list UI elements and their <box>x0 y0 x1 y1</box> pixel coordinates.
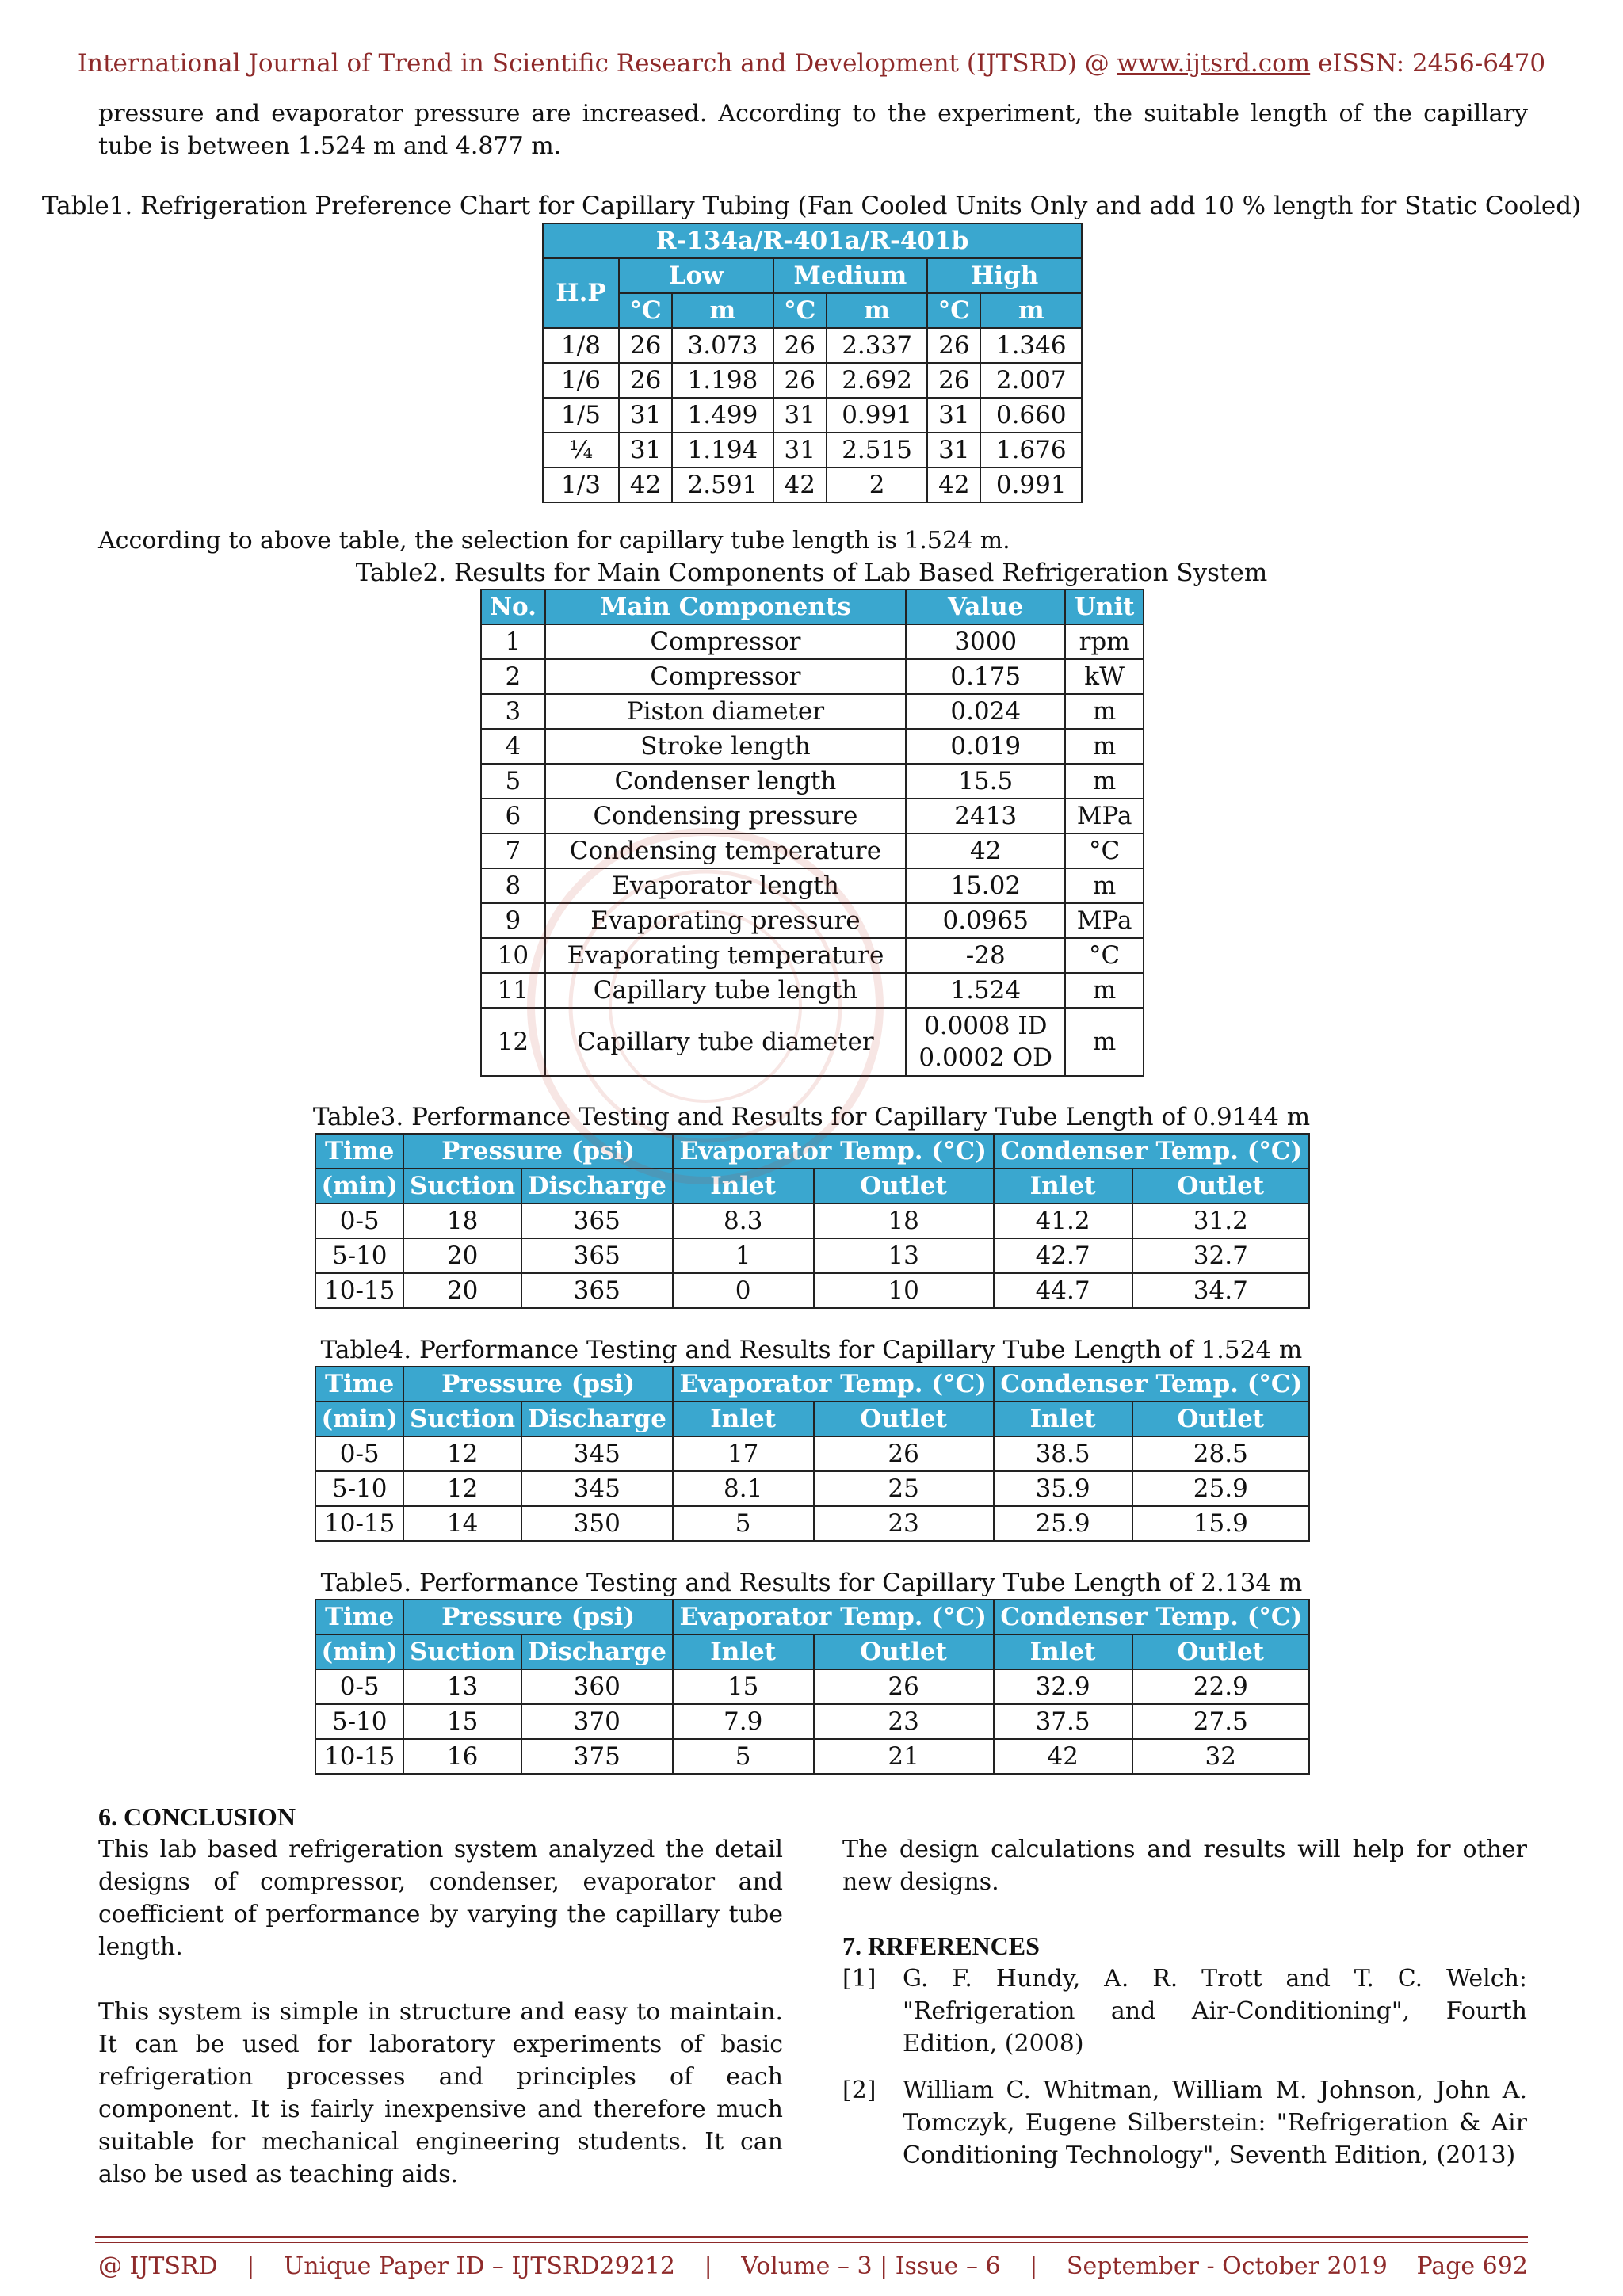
table2-column-header: Value <box>906 589 1065 624</box>
table-subheader: Outlet <box>814 1634 994 1669</box>
evaporator-temp-header: Evaporator Temp. (°C) <box>673 1367 994 1402</box>
table-cell: 18 <box>814 1203 994 1238</box>
journal-seal-watermark <box>507 824 903 1347</box>
table-row <box>543 467 1082 502</box>
table-cell: rpm <box>1065 624 1144 659</box>
table-cell: 4 <box>481 729 545 764</box>
conclusion-paragraph-3: The design calculations and results will help for other new designs. <box>842 1836 1527 1896</box>
table-cell: kW <box>1065 659 1144 694</box>
table-row <box>543 363 1082 398</box>
table5 <box>315 1599 1310 1775</box>
table-cell: 13 <box>403 1669 521 1704</box>
table-cell: 31 <box>927 398 980 433</box>
table-cell: ¼ <box>543 433 619 467</box>
table-cell: 16 <box>403 1739 521 1774</box>
table-cell: 23 <box>814 1704 994 1739</box>
table1 <box>542 223 1083 503</box>
table-cell: Piston diameter <box>545 694 907 729</box>
table-cell: 37.5 <box>994 1704 1132 1739</box>
table-row <box>481 694 1144 729</box>
table-cell: MPa <box>1065 903 1144 938</box>
evaporator-temp-header: Evaporator Temp. (°C) <box>673 1134 994 1169</box>
table-cell: 31 <box>619 433 672 467</box>
references-heading: 7. RRFERENCES <box>842 1932 1040 1960</box>
table1-group-medium: Medium <box>773 258 928 293</box>
table4-caption: Table4. Performance Testing and Results for Capillary Tube Length of 1.524 m <box>320 1336 1303 1364</box>
table-cell: 15 <box>673 1669 814 1704</box>
table-cell: 360 <box>521 1669 673 1704</box>
table-cell: 23 <box>814 1506 994 1541</box>
table-cell: 2.591 <box>672 467 773 502</box>
table-cell: m <box>1065 973 1144 1008</box>
table-cell: 11 <box>481 973 545 1008</box>
time-header: Time <box>315 1600 403 1634</box>
references-list <box>842 1962 1527 2186</box>
table-cell: 42 <box>619 467 672 502</box>
table-cell: 42.7 <box>994 1238 1132 1273</box>
table-header-row <box>315 1600 1309 1634</box>
reference-number: [1] <box>842 1965 876 1993</box>
table-subheader: Discharge <box>521 1402 673 1436</box>
table1-group-high: High <box>927 258 1082 293</box>
table1-hp-header: H.P <box>543 258 619 328</box>
table-cell: 32.9 <box>994 1669 1132 1704</box>
table-cell: 1.499 <box>672 398 773 433</box>
table-cell: 31 <box>773 398 827 433</box>
pressure-header: Pressure (psi) <box>403 1367 672 1402</box>
table-cell: 34.7 <box>1132 1273 1309 1308</box>
table-cell: 8.1 <box>673 1471 814 1506</box>
table-cell: 31 <box>619 398 672 433</box>
table-row <box>543 328 1082 363</box>
footer-journal: @ IJTSRD <box>98 2252 218 2280</box>
table-cell: 0-5 <box>315 1669 403 1704</box>
conclusion-paragraph-2: This system is simple in structure and easy to maintain. It can be used for laboratory experiments of basic refrigeration processes and principles of each component. It is fairly inexpensive and therefore much suitable for mechanical engineering students. It can also be used as teaching aids. <box>98 1998 783 2188</box>
table-cell: Compressor <box>545 659 907 694</box>
table1-caption: Table1. Refrigeration Preference Chart for Capillary Tubing (Fan Cooled Units Only and add 10 % length for Static Cooled) <box>41 192 1582 220</box>
table-cell: 1 <box>673 1238 814 1273</box>
table-cell: 365 <box>521 1203 673 1238</box>
table-cell: 6 <box>481 799 545 833</box>
table-cell: 3 <box>481 694 545 729</box>
table-cell: 5 <box>481 764 545 799</box>
table-cell: 1.194 <box>672 433 773 467</box>
table1-note: According to above table, the selection for capillary tube length is 1.524 m. <box>98 527 1010 555</box>
footer-sep: | <box>246 2252 255 2280</box>
table-cell: 2413 <box>906 799 1065 833</box>
table-cell: 15.5 <box>906 764 1065 799</box>
table-cell: 2.515 <box>827 433 927 467</box>
table-subheader: Suction <box>403 1402 521 1436</box>
reference-item <box>842 2074 1527 2172</box>
table-cell: -28 <box>906 938 1065 973</box>
table-cell: 10-15 <box>315 1506 403 1541</box>
table-cell: 17 <box>673 1436 814 1471</box>
table1-group-low: Low <box>619 258 773 293</box>
table-cell: 1.676 <box>980 433 1082 467</box>
table1-unit-header: m <box>672 293 773 328</box>
table-cell: 10 <box>481 938 545 973</box>
intro-paragraph: pressure and evaporator pressure are increased. According to the experiment, the suitable length of the capillary tube is between 1.524 m and 4.877 m. <box>98 100 1528 160</box>
reference-text: William C. Whitman, William M. Johnson, John A. Tomczyk, Eugene Silberstein: "Refrigeration & Air Conditioning Technology", Seventh Edition, (2013) <box>903 2077 1527 2169</box>
conclusion-heading: 6. CONCLUSION <box>98 1802 296 1831</box>
time-header: Time <box>315 1367 403 1402</box>
table-cell: 15.02 <box>906 868 1065 903</box>
table-subheader: Inlet <box>673 1634 814 1669</box>
pressure-header: Pressure (psi) <box>403 1600 672 1634</box>
table-subheader: Inlet <box>673 1169 814 1203</box>
table-cell: 12 <box>403 1436 521 1471</box>
table-cell: 8 <box>481 868 545 903</box>
table-row <box>543 433 1082 467</box>
table-cell: 44.7 <box>994 1273 1132 1308</box>
table-cell: 5 <box>673 1506 814 1541</box>
table-cell: Capillary tube length <box>545 973 907 1008</box>
table-cell: 345 <box>521 1436 673 1471</box>
table-cell: 27.5 <box>1132 1704 1309 1739</box>
table4 <box>315 1366 1310 1542</box>
table1-unit-header: °C <box>773 293 827 328</box>
table1-unit-header: °C <box>927 293 980 328</box>
table-cell: 1/5 <box>543 398 619 433</box>
table-row <box>315 1739 1309 1774</box>
table-cell: 370 <box>521 1704 673 1739</box>
table-subheader-row <box>315 1634 1309 1669</box>
table-cell: 0-5 <box>315 1436 403 1471</box>
table-row <box>481 764 1144 799</box>
table-cell: 5-10 <box>315 1704 403 1739</box>
diameter-id-value: 0.0008 ID <box>924 1012 1048 1040</box>
table-cell: 26 <box>814 1669 994 1704</box>
table-row <box>315 1669 1309 1704</box>
table-cell: 1 <box>481 624 545 659</box>
table-cell: 12 <box>403 1471 521 1506</box>
table-cell: Condenser length <box>545 764 907 799</box>
table-row <box>543 398 1082 433</box>
footer-rule <box>95 2236 1528 2238</box>
table-cell: 350 <box>521 1506 673 1541</box>
condenser-temp-header: Condenser Temp. (°C) <box>994 1600 1309 1634</box>
table-row <box>315 1436 1309 1471</box>
table-cell: 26 <box>619 363 672 398</box>
table-cell: Evaporator length <box>545 868 907 903</box>
table-cell: 32.7 <box>1132 1238 1309 1273</box>
table-cell: 21 <box>814 1739 994 1774</box>
table-cell: 20 <box>403 1238 521 1273</box>
table-cell: 0.024 <box>906 694 1065 729</box>
table-cell: 345 <box>521 1471 673 1506</box>
reference-number: [2] <box>842 2077 876 2104</box>
table-cell: Evaporating pressure <box>545 903 907 938</box>
table-cell: m <box>1065 729 1144 764</box>
table3-caption: Table3. Performance Testing and Results for Capillary Tube Length of 0.9144 m <box>312 1103 1311 1131</box>
table-cell: 22.9 <box>1132 1669 1309 1704</box>
table-cell: 0.991 <box>980 467 1082 502</box>
table-row <box>481 659 1144 694</box>
table2-column-header: Main Components <box>545 589 907 624</box>
page-footer <box>98 2250 1528 2283</box>
table-cell: 9 <box>481 903 545 938</box>
footer-page-number: Page 692 <box>1416 2252 1528 2280</box>
table-cell: 42 <box>906 833 1065 868</box>
table-subheader: Inlet <box>994 1169 1132 1203</box>
table-cell: 26 <box>927 328 980 363</box>
conclusion-right-column <box>842 1833 1527 1931</box>
header-text: International Journal of Trend in Scientific Research and Development (IJTSRD) @ <box>77 49 1117 78</box>
table-cell: 26 <box>773 363 827 398</box>
table-row <box>315 1471 1309 1506</box>
table-subheader: Outlet <box>1132 1634 1309 1669</box>
table-cell: 10-15 <box>315 1273 403 1308</box>
table-cell: Compressor <box>545 624 907 659</box>
table-cell: 2 <box>827 467 927 502</box>
table2-column-header: No. <box>481 589 545 624</box>
table-row <box>481 624 1144 659</box>
table-cell: 0.660 <box>980 398 1082 433</box>
table-cell: °C <box>1065 833 1144 868</box>
table-cell: 15 <box>403 1704 521 1739</box>
table-row <box>481 729 1144 764</box>
conclusion-paragraph-1: This lab based refrigeration system analyzed the detail designs of compressor, condenser, evaporator and coefficient of performance by varying the capillary tube length. <box>98 1836 783 1961</box>
table-cell: 13 <box>814 1238 994 1273</box>
table-cell: 42 <box>994 1739 1132 1774</box>
table-cell: Condensing pressure <box>545 799 907 833</box>
table-subheader: Outlet <box>1132 1402 1309 1436</box>
table-cell: 0-5 <box>315 1203 403 1238</box>
table-cell: 25 <box>814 1471 994 1506</box>
table-subheader: Inlet <box>994 1402 1132 1436</box>
table-subheader: Discharge <box>521 1169 673 1203</box>
reference-item <box>842 1962 1527 2060</box>
table-cell: 0.0965 <box>906 903 1065 938</box>
table-row <box>315 1506 1309 1541</box>
table-subheader: Inlet <box>673 1402 814 1436</box>
footer-paper-id: Unique Paper ID – IJTSRD29212 <box>283 2252 675 2280</box>
condenser-temp-header: Condenser Temp. (°C) <box>994 1367 1309 1402</box>
table-cell: 1.198 <box>672 363 773 398</box>
table-subheader-row <box>315 1402 1309 1436</box>
table-cell: 0.991 <box>827 398 927 433</box>
table-cell: 0.019 <box>906 729 1065 764</box>
table-cell: 42 <box>773 467 827 502</box>
footer-sep: | <box>1029 2252 1038 2280</box>
time-unit-header: (min) <box>315 1169 403 1203</box>
table-cell: m <box>1065 1008 1144 1076</box>
table-subheader: Suction <box>403 1634 521 1669</box>
table-cell: 7 <box>481 833 545 868</box>
table-cell: Capillary tube diameter <box>545 1008 907 1076</box>
table-cell: 28.5 <box>1132 1436 1309 1471</box>
table2-column-header: Unit <box>1065 589 1144 624</box>
table-subheader: Outlet <box>1132 1169 1309 1203</box>
running-header <box>0 48 1623 80</box>
table1-unit-header: °C <box>619 293 672 328</box>
table-subheader: Suction <box>403 1169 521 1203</box>
table-header-row <box>315 1367 1309 1402</box>
table-subheader: Outlet <box>814 1169 994 1203</box>
table-cell: 26 <box>927 363 980 398</box>
table-cell: 14 <box>403 1506 521 1541</box>
diameter-od-value: 0.0002 OD <box>918 1043 1053 1072</box>
table-cell: 41.2 <box>994 1203 1132 1238</box>
table-subheader: Inlet <box>994 1634 1132 1669</box>
table-cell: 2.692 <box>827 363 927 398</box>
table-cell: 0 <box>673 1273 814 1308</box>
table-cell: 2.337 <box>827 328 927 363</box>
table-cell: 10 <box>814 1273 994 1308</box>
journal-link[interactable]: www.ijtsrd.com <box>1117 49 1311 78</box>
footer-date: September - October 2019 <box>1066 2252 1388 2280</box>
table-cell <box>906 1008 1065 1076</box>
table-cell: 32 <box>1132 1739 1309 1774</box>
table-cell: 0.175 <box>906 659 1065 694</box>
table-cell: Condensing temperature <box>545 833 907 868</box>
table-cell: 2.007 <box>980 363 1082 398</box>
table1-unit-header: m <box>827 293 927 328</box>
footer-rule-thin <box>95 2242 1528 2243</box>
reference-text: G. F. Hundy, A. R. Trott and T. C. Welch: "Refrigeration and Air-Conditioning", Fourth Edition, (2008) <box>903 1965 1527 2058</box>
table-cell: 5-10 <box>315 1238 403 1273</box>
table-cell: 1.346 <box>980 328 1082 363</box>
table-cell: 1/6 <box>543 363 619 398</box>
table-cell: 38.5 <box>994 1436 1132 1471</box>
evaporator-temp-header: Evaporator Temp. (°C) <box>673 1600 994 1634</box>
table-cell: m <box>1065 694 1144 729</box>
table-cell: 31.2 <box>1132 1203 1309 1238</box>
table-cell: m <box>1065 764 1144 799</box>
condenser-temp-header: Condenser Temp. (°C) <box>994 1134 1309 1169</box>
table-cell: 375 <box>521 1739 673 1774</box>
table-cell: 1.524 <box>906 973 1065 1008</box>
table-cell: Stroke length <box>545 729 907 764</box>
time-unit-header: (min) <box>315 1402 403 1436</box>
table-cell: 35.9 <box>994 1471 1132 1506</box>
table-subheader: Outlet <box>814 1402 994 1436</box>
footer-volume: Volume – 3 | Issue – 6 <box>741 2252 1001 2280</box>
table-cell: 12 <box>481 1008 545 1076</box>
table-cell: 18 <box>403 1203 521 1238</box>
table-row <box>315 1704 1309 1739</box>
table-cell: 3.073 <box>672 328 773 363</box>
table-cell: 15.9 <box>1132 1506 1309 1541</box>
table1-unit-header: m <box>980 293 1082 328</box>
footer-sep: | <box>704 2252 712 2280</box>
table-cell: MPa <box>1065 799 1144 833</box>
table1-title: R-134a/R-401a/R-401b <box>543 223 1082 258</box>
table-cell: 26 <box>814 1436 994 1471</box>
header-issn: eISSN: 2456-6470 <box>1310 49 1546 78</box>
table-cell: 42 <box>927 467 980 502</box>
time-header: Time <box>315 1134 403 1169</box>
table-cell: 20 <box>403 1273 521 1308</box>
table-cell: 8.3 <box>673 1203 814 1238</box>
time-unit-header: (min) <box>315 1634 403 1669</box>
table-cell: 365 <box>521 1273 673 1308</box>
table-cell: 5-10 <box>315 1471 403 1506</box>
table-cell: 1/8 <box>543 328 619 363</box>
table-subheader: Discharge <box>521 1634 673 1669</box>
table-cell: 26 <box>619 328 672 363</box>
table-cell: 31 <box>927 433 980 467</box>
table-cell: 1/3 <box>543 467 619 502</box>
table-cell: 26 <box>773 328 827 363</box>
table-cell: 31 <box>773 433 827 467</box>
table-cell: 25.9 <box>994 1506 1132 1541</box>
table-cell: 3000 <box>906 624 1065 659</box>
pressure-header: Pressure (psi) <box>403 1134 672 1169</box>
table-cell: 7.9 <box>673 1704 814 1739</box>
table-cell: 365 <box>521 1238 673 1273</box>
table2-caption: Table2. Results for Main Components of Lab Based Refrigeration System <box>355 559 1268 587</box>
table-cell: m <box>1065 868 1144 903</box>
table-cell: Evaporating temperature <box>545 938 907 973</box>
conclusion-left-column <box>98 1833 783 2223</box>
table-cell: 2 <box>481 659 545 694</box>
table-cell: °C <box>1065 938 1144 973</box>
table-cell: 5 <box>673 1739 814 1774</box>
table-cell: 25.9 <box>1132 1471 1309 1506</box>
table-cell: 10-15 <box>315 1739 403 1774</box>
table5-caption: Table5. Performance Testing and Results for Capillary Tube Length of 2.134 m <box>320 1569 1303 1597</box>
